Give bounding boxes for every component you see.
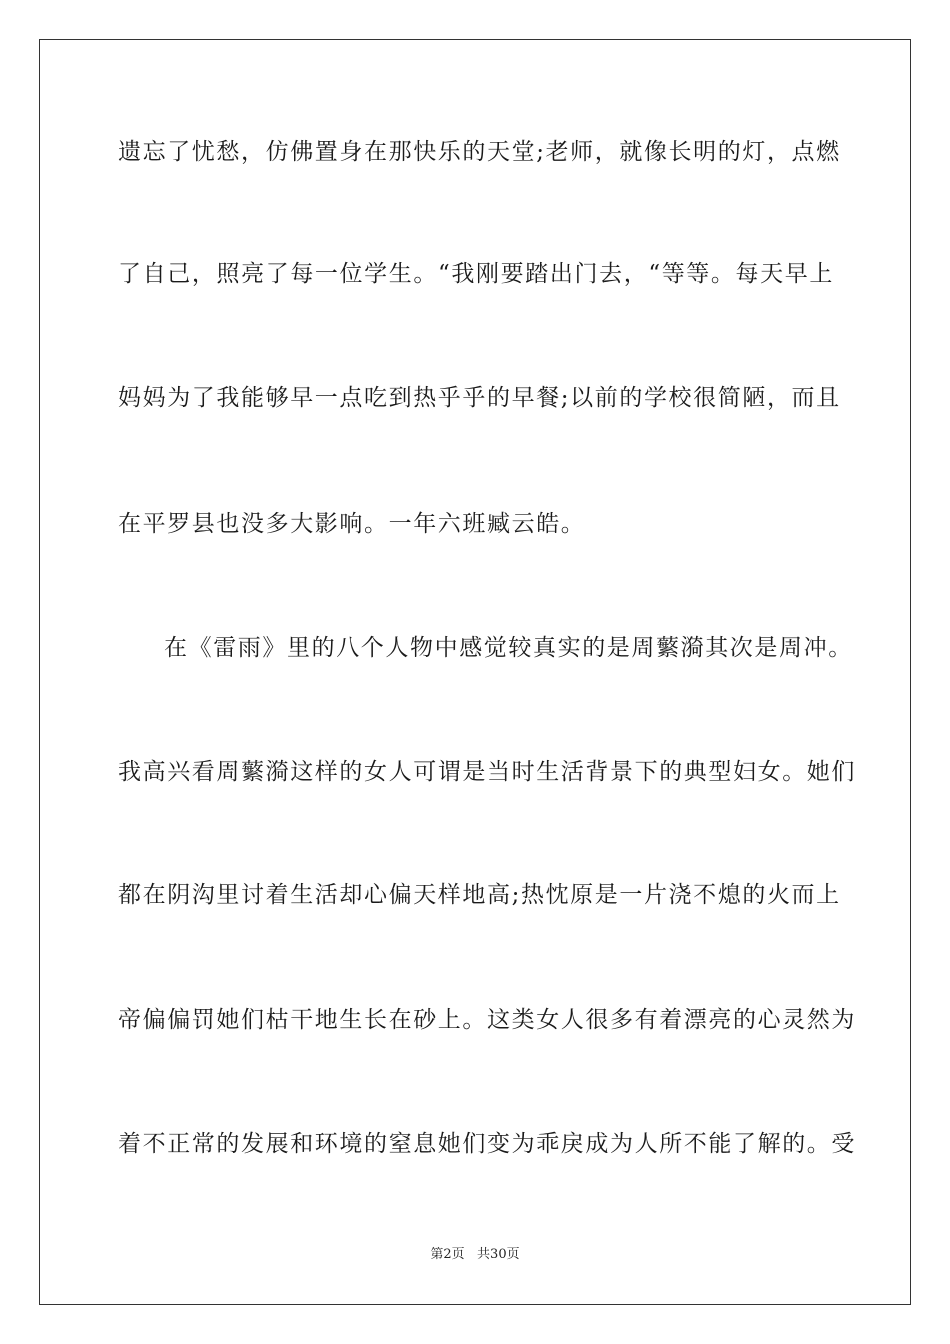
body-line-1: 遗忘了忧愁，仿佛置身在那快乐的天堂;老师，就像长明的灯，点燃 [118, 139, 841, 165]
body-line-3: 妈妈为了我能够早一点吃到热乎乎的早餐;以前的学校很简陋，而且 [118, 385, 841, 411]
body-line-4: 在平罗县也没多大影响。一年六班臧云皓。 [118, 511, 586, 537]
body-line-7: 都在阴沟里讨着生活却心偏天样地高;热忱原是一片浇不熄的火而上 [118, 882, 841, 908]
body-line-2: 了自己，照亮了每一位学生。“我刚要踏出门去，“等等。每天早上 [118, 261, 834, 287]
body-line-5: 在《雷雨》里的八个人物中感觉较真实的是周蘩漪其次是周冲。 [164, 635, 853, 661]
page-border [39, 39, 911, 1305]
body-line-9: 着不正常的发展和环境的窒息她们变为乖戾成为人所不能了解的。受 [118, 1131, 856, 1157]
body-line-8: 帝偏偏罚她们枯干地生长在砂上。这类女人很多有着漂亮的心灵然为 [118, 1007, 856, 1033]
page-number-footer: 第2页 共30页 [430, 1247, 520, 1262]
body-line-6: 我高兴看周蘩漪这样的女人可谓是当时生活背景下的典型妇女。她们 [118, 759, 856, 785]
